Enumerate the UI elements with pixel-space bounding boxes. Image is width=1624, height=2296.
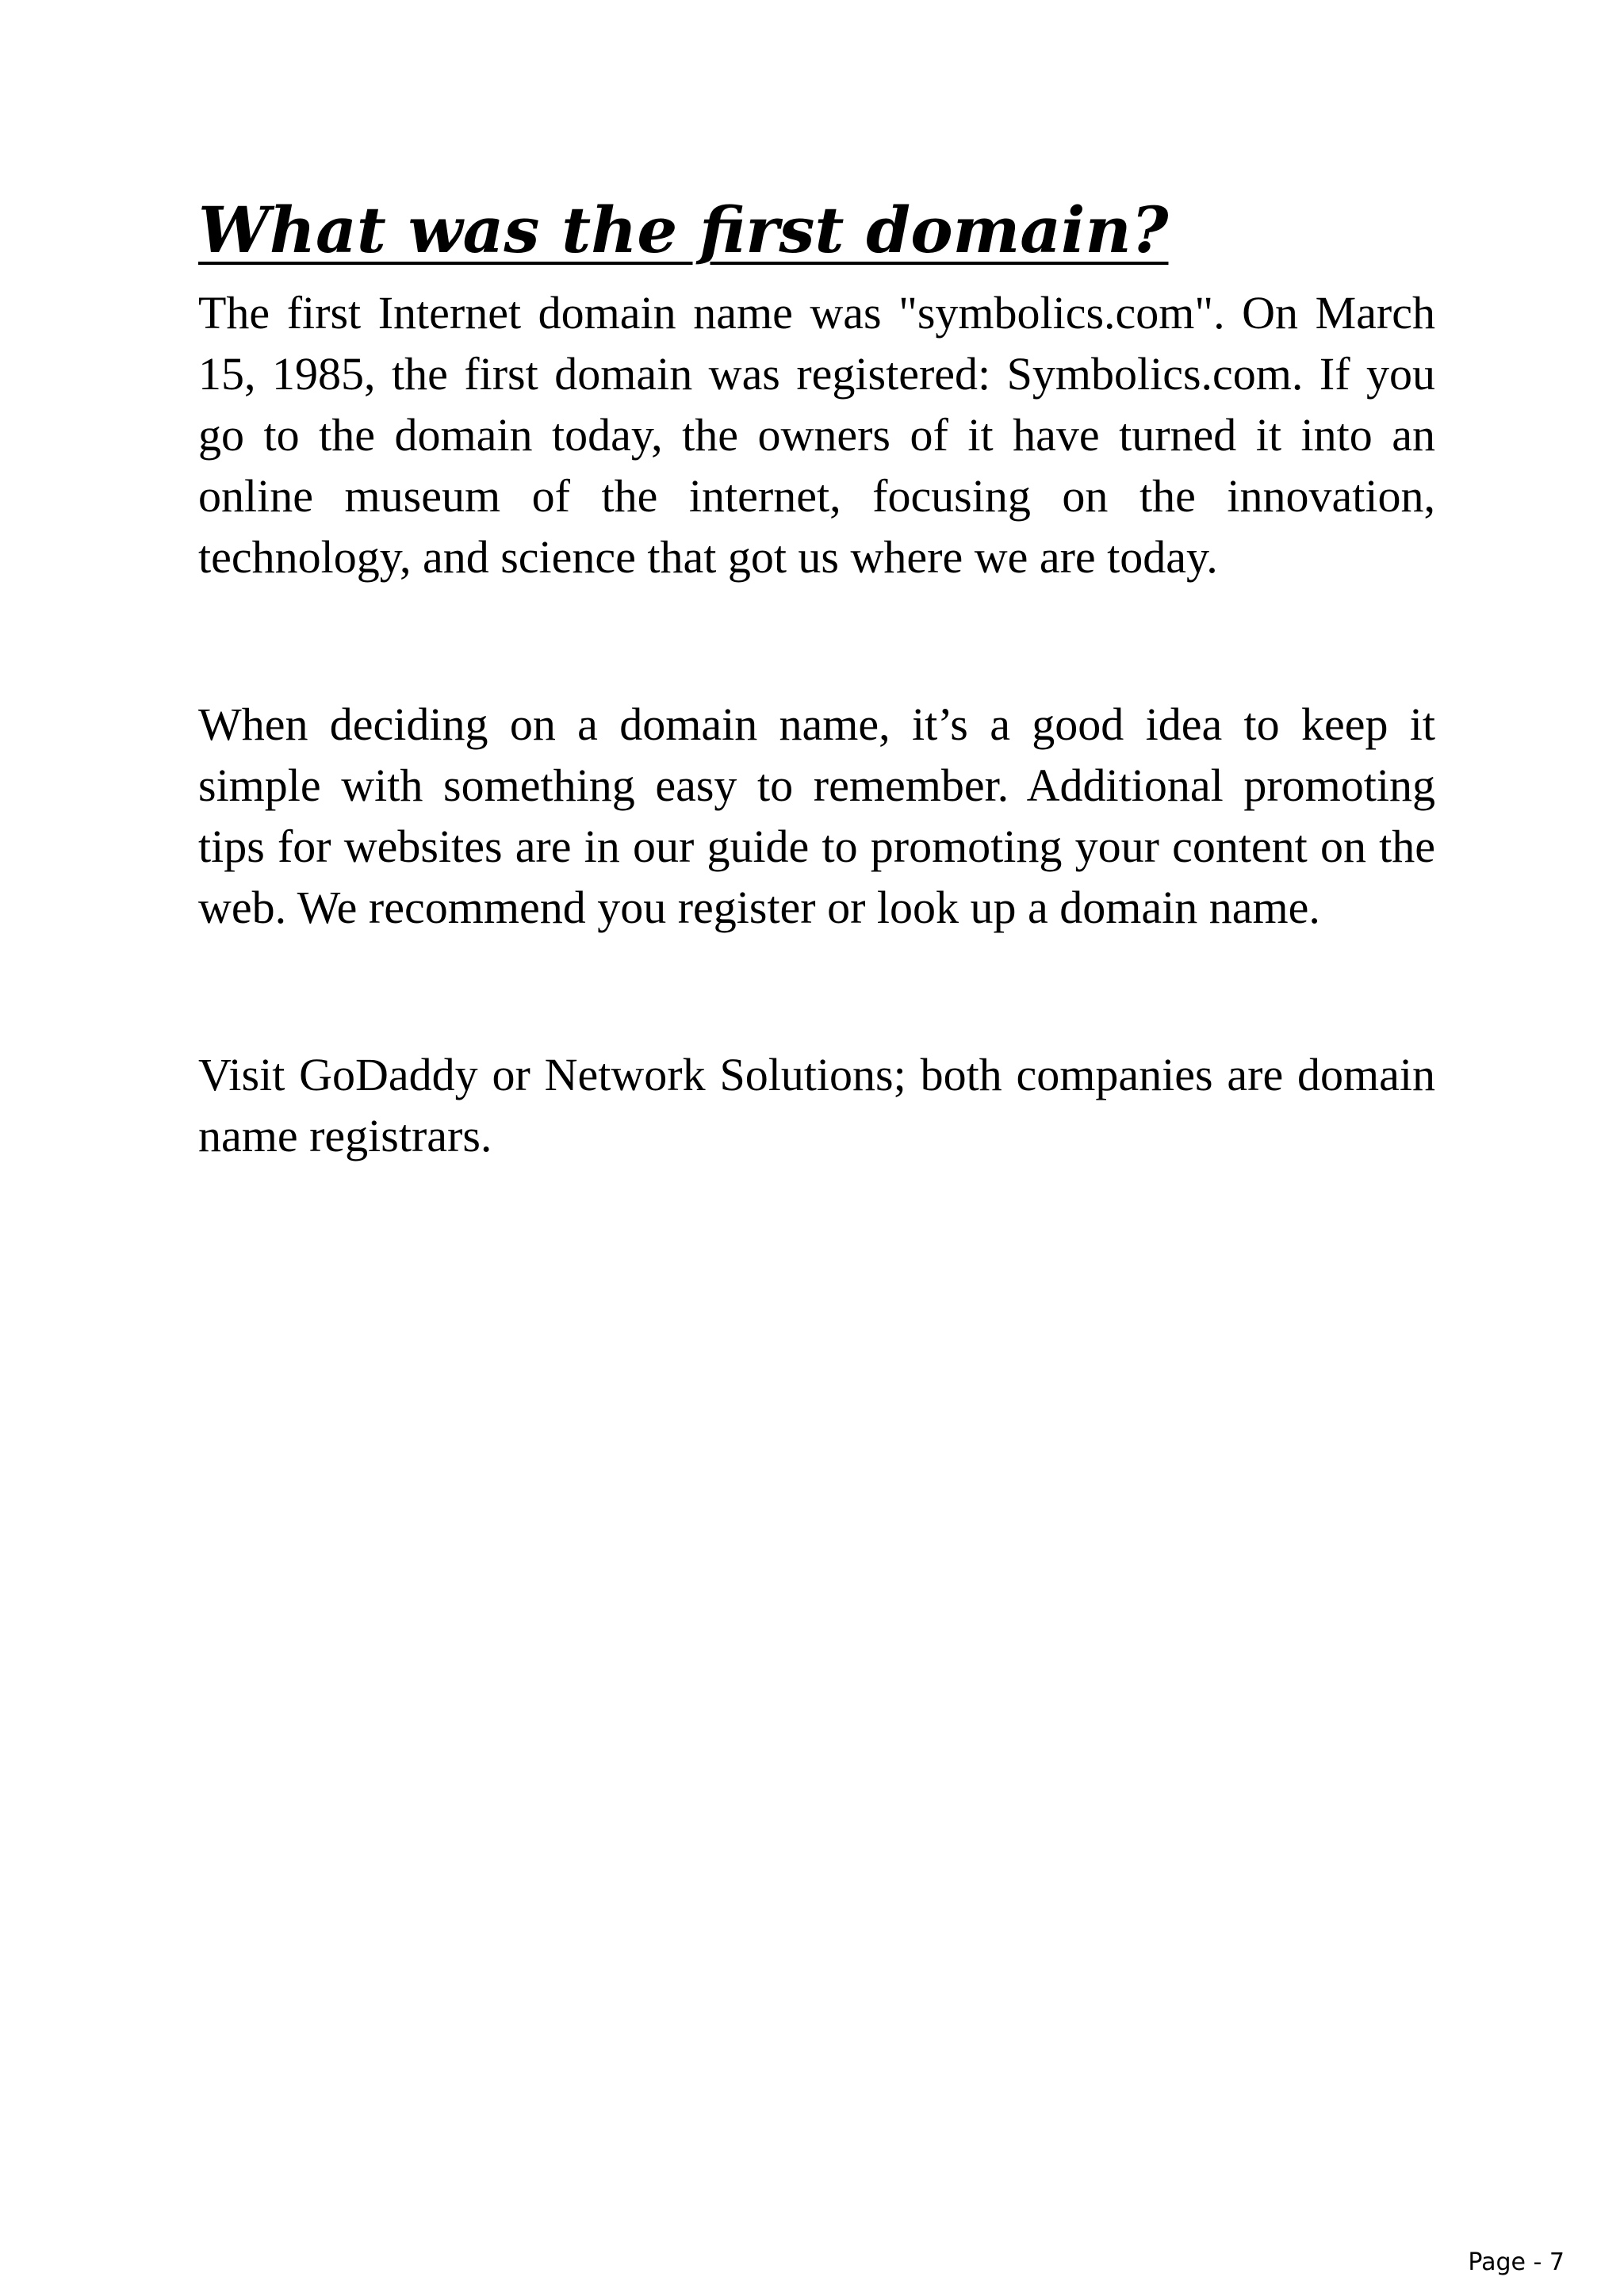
page-title: What was the first domain? [198, 193, 1169, 267]
paragraph-choosing-domain: When deciding on a domain name, it’s a good idea to keep it simple with something easy to remember. Additional promoting tips for websites are in our guide to promoting your content on the web. We recommend you register or look up a domain name. [198, 698, 1435, 933]
paragraph-first-domain: The first Internet domain name was "symbolics.com". On March 15, 1985, the first domain was registered: Symbolics.com. If you go to the domain today, the owners of it have turned it into an online museum of the internet, focusing on the innovation, technology, and science that got us where we are today. [198, 287, 1435, 583]
paragraph-registrars: Visit GoDaddy or Network Solutions; both companies are domain name registrars. [198, 1049, 1435, 1161]
page-content [198, 190, 1435, 1166]
page-number: Page - 7 [1468, 2248, 1565, 2276]
